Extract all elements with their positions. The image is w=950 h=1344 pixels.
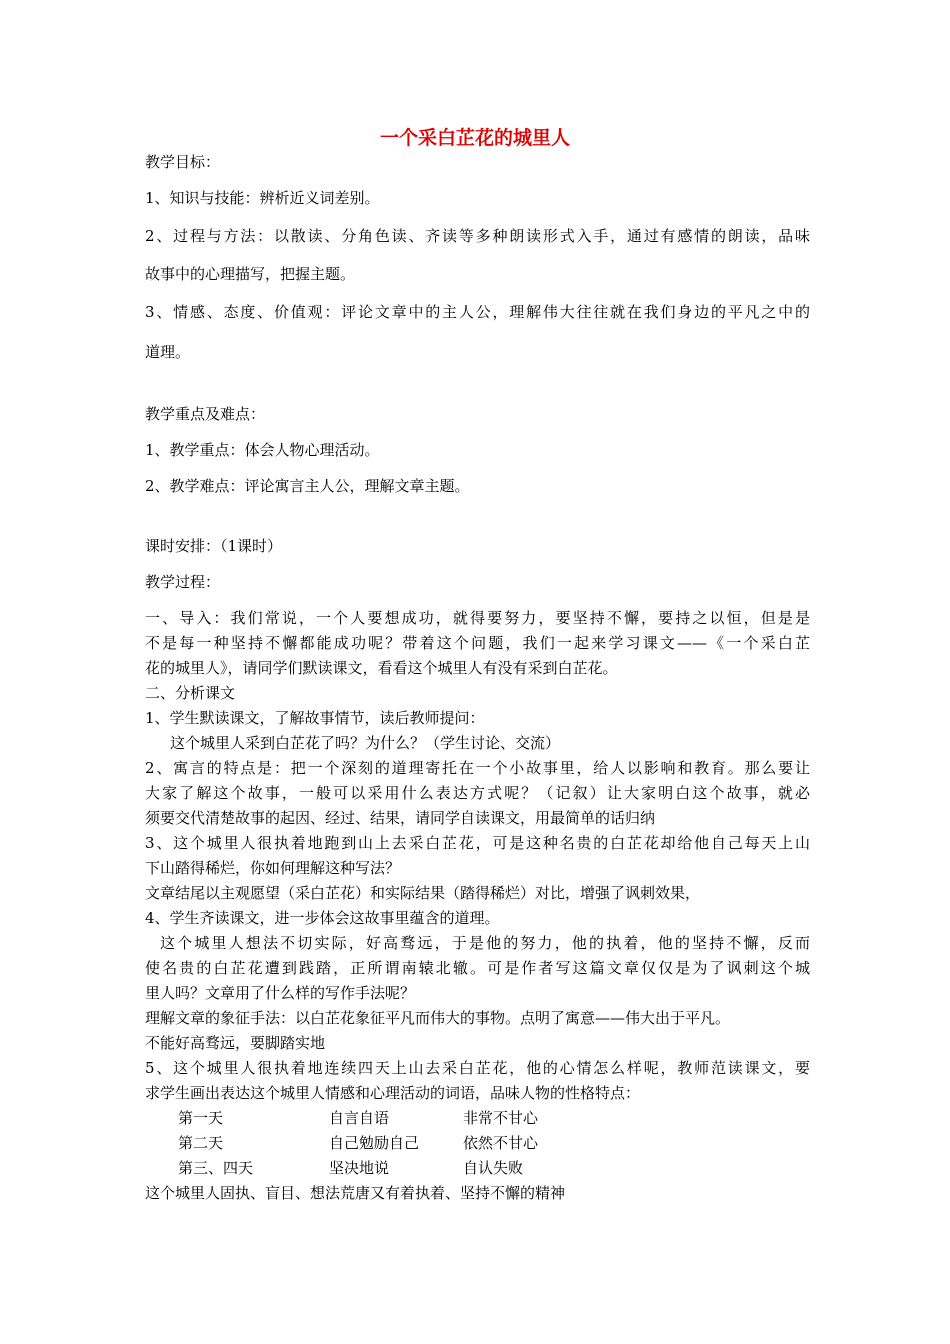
- key-point-item-2: 2、教学难点：评论寓言主人公，理解文章主题。: [145, 477, 470, 495]
- objectives-heading: 教学目标：: [145, 153, 221, 171]
- schedule-line: 课时安排：（1课时）: [145, 537, 283, 555]
- process-line: 下山踏得稀烂，你如何理解这种写法？: [145, 859, 401, 877]
- process-heading: 教学过程：: [145, 573, 221, 591]
- process-line: 使名贵的白芷花遭到践踏，正所谓南辕北辙。可是作者写这篇文章仅仅是为了讽刺这个城: [145, 959, 810, 977]
- days-table-action: 坚决地说: [329, 1159, 390, 1177]
- document-title: 一个采白芷花的城里人: [379, 127, 570, 149]
- process-line: 一、导入：我们常说，一个人要想成功，就得要努力，要坚持不懈，要持之以恒，但是是: [145, 609, 810, 627]
- process-line: 文章结尾以主观愿望（采白芷花）和实际结果（踏得稀烂）对比，增强了讽刺效果，: [145, 884, 701, 902]
- days-table-day: 第一天: [178, 1109, 224, 1127]
- process-line: 须要交代清楚故事的起因、经过、结果，请同学自读课文，用最简单的话归纳: [145, 809, 656, 827]
- process-line: 不是每一种坚持不懈都能成功呢？带着这个问题，我们一起来学习课文——《一个采白芷: [145, 634, 810, 652]
- process-line: 花的城里人》，请同学们默读课文，看看这个城里人有没有采到白芷花。: [145, 659, 618, 677]
- process-line: 理解文章的象征手法：以白芷花象征平凡而伟大的事物。点明了寓意——伟大出于平凡。: [145, 1009, 731, 1027]
- days-table-feeling: 依然不甘心: [463, 1134, 539, 1152]
- days-table-day: 第三、四天: [178, 1159, 254, 1177]
- process-line: 3、这个城里人很执着地跑到山上去采白芷花，可是这种名贵的白芷花却给他自己每天上山: [145, 834, 810, 852]
- key-point-item-1: 1、教学重点：体会人物心理活动。: [145, 441, 380, 459]
- days-table-feeling: 非常不甘心: [463, 1109, 539, 1127]
- objective-item-3-line-1: 3、情感、态度、价值观：评论文章中的主人公，理解伟大往往就在我们身边的平凡之中的: [145, 303, 810, 321]
- objective-item-1: 1、知识与技能：辨析近义词差别。: [145, 189, 380, 207]
- process-line: 这个城里人固执、盲目、想法荒唐又有着执着、坚持不懈的精神: [145, 1184, 566, 1202]
- objective-item-2-line-1: 2、过程与方法：以散读、分角色读、齐读等多种朗读形式入手，通过有感情的朗读，品味: [145, 227, 810, 245]
- days-table-day: 第二天: [178, 1134, 224, 1152]
- process-line: 这个城里人采到白芷花了吗？为什么？（学生讨论、交流）: [170, 734, 561, 752]
- process-line: 二、分析课文: [145, 684, 236, 702]
- process-line: 这个城里人想法不切实际，好高骛远，于是他的努力，他的执着，他的坚持不懈，反而: [160, 934, 810, 952]
- process-line: 求学生画出表达这个城里人情感和心理活动的词语，品味人物的性格特点：: [145, 1084, 641, 1102]
- process-line: 不能好高骛远，要脚踏实地: [145, 1034, 326, 1052]
- days-table-feeling: 自认失败: [463, 1159, 524, 1177]
- process-line: 4、学生齐读课文，进一步体会这故事里蕴含的道理。: [145, 909, 500, 927]
- process-line: 2、寓言的特点是：把一个深刻的道理寄托在一个小故事里，给人以影响和教育。那么要让: [145, 759, 810, 777]
- process-line: 大家了解这个故事，一般可以采用什么表达方式呢？（记叙）让大家明白这个故事，就必: [145, 784, 810, 802]
- process-line: 1、学生默读课文，了解故事情节，读后教师提问：: [145, 709, 485, 727]
- key-points-heading: 教学重点及难点：: [145, 405, 266, 423]
- objective-item-3-line-2: 道理。: [145, 343, 191, 361]
- objective-item-2-line-2: 故事中的心理描写，把握主题。: [145, 265, 356, 283]
- days-table-action: 自己勉励自己: [329, 1134, 420, 1152]
- days-table-action: 自言自语: [329, 1109, 390, 1127]
- process-line: 5、这个城里人很执着地连续四天上山去采白芷花，他的心情怎么样呢，教师范读课文，要: [145, 1059, 810, 1077]
- process-line: 里人吗？文章用了什么样的写作手法呢？: [145, 984, 416, 1002]
